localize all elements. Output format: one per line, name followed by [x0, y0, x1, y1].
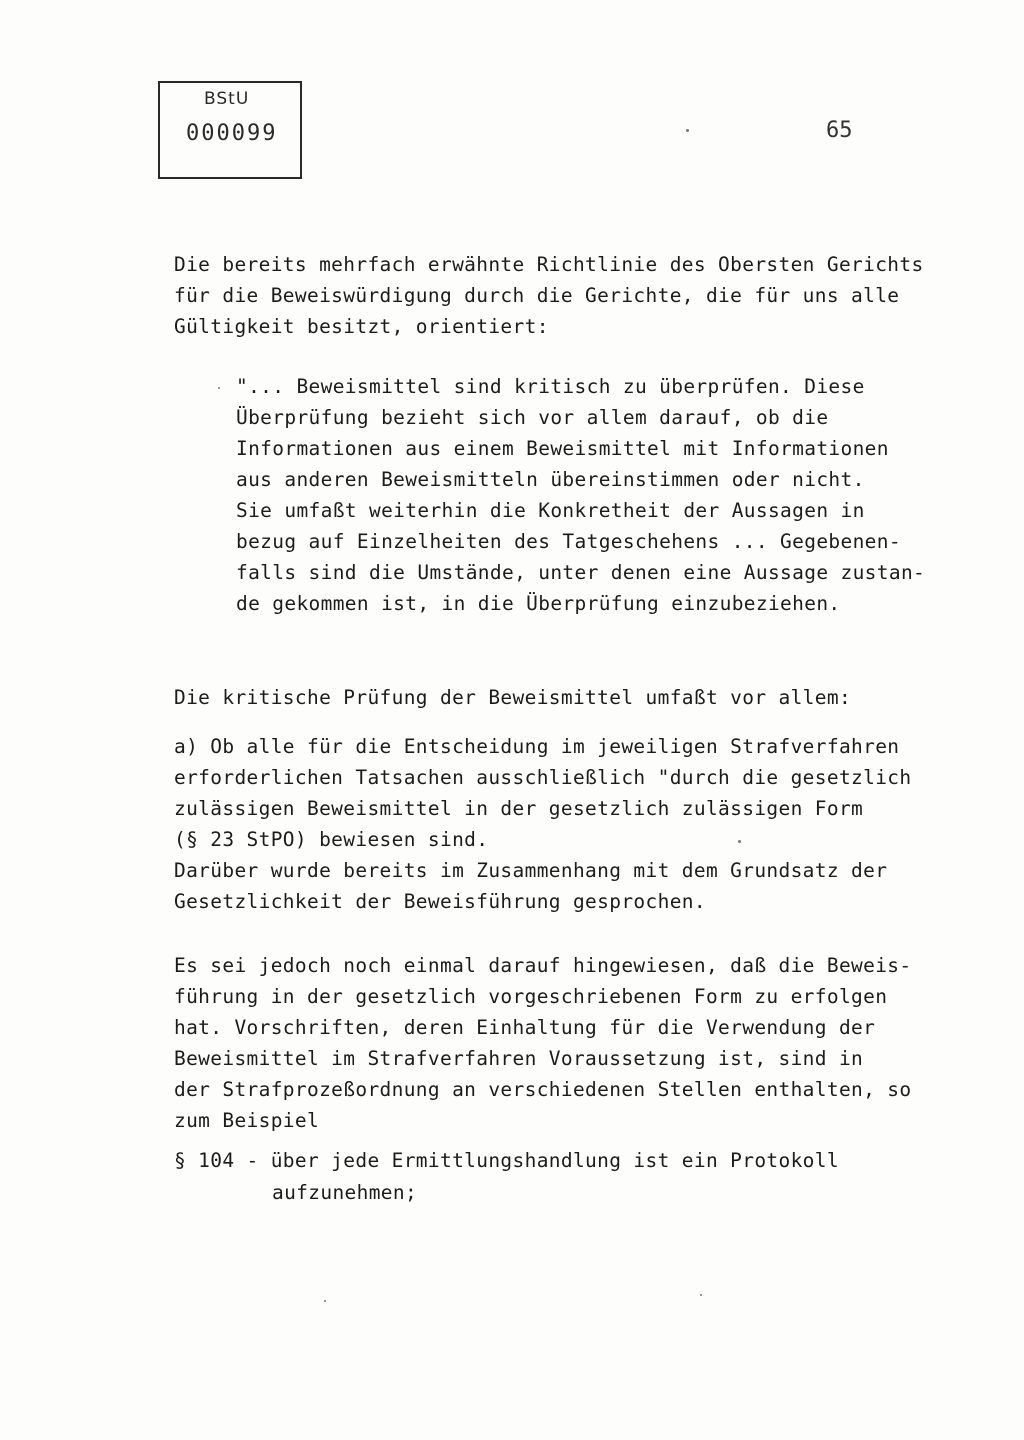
paragraph1-line: für die Beweiswürdigung durch die Gerichte, die für uns alle	[174, 284, 900, 307]
quote-line: Informationen aus einem Beweismittel mit Informationen	[236, 437, 889, 460]
item-a-line: Darüber wurde bereits im Zusammenhang mit dem Grundsatz der	[174, 859, 888, 882]
paragraph2-line: Die kritische Prüfung der Beweismittel umfaßt vor allem:	[174, 686, 852, 709]
paragraph3-line: Beweismittel im Strafverfahren Voraussetzung ist, sind in	[174, 1047, 864, 1070]
quote-line: de gekommen ist, in die Überprüfung einzubeziehen.	[236, 592, 841, 615]
page-number: 65	[826, 118, 853, 143]
paragraph1-line: Gültigkeit besitzt, orientiert:	[174, 315, 549, 338]
item-a-line: zulässigen Beweismittel in der gesetzlich zulässigen Form	[174, 797, 864, 820]
paragraph3-line: hat. Vorschriften, deren Einhaltung für die Verwendung der	[174, 1016, 876, 1039]
stamp-number: 000099	[186, 121, 278, 146]
item-a-line: erforderlichen Tatsachen ausschließlich "durch die gesetzlich	[174, 766, 912, 789]
paragraph3-line: zum Beispiel	[174, 1109, 320, 1132]
section-104-line: § 104 - über jede Ermittlungshandlung ist ein Protokoll	[174, 1149, 839, 1172]
paragraph1-line: Die bereits mehrfach erwähnte Richtlinie des Obersten Gerichts	[174, 253, 924, 276]
scan-speck	[686, 129, 689, 132]
quote-line: "... Beweismittel sind kritisch zu überprüfen. Diese	[236, 375, 865, 398]
item-a-line: Gesetzlichkeit der Beweisführung gesprochen.	[174, 890, 706, 913]
item-a-line: (§ 23 StPO) bewiesen sind.	[174, 828, 489, 851]
stamp-label: BStU	[204, 89, 250, 109]
quote-line: Überprüfung bezieht sich vor allem darauf, ob die	[236, 406, 829, 429]
quote-line: Sie umfaßt weiterhin die Konkretheit der Aussagen in	[236, 499, 865, 522]
scan-speck	[738, 840, 741, 843]
scan-speck	[700, 1294, 702, 1296]
section-104-line: aufzunehmen;	[272, 1181, 418, 1204]
paragraph3-line: der Strafprozeßordnung an verschiedenen Stellen enthalten, so	[174, 1078, 912, 1101]
scan-speck	[218, 387, 220, 389]
scan-speck	[324, 1300, 326, 1302]
paragraph3-line: Es sei jedoch noch einmal darauf hingewiesen, daß die Beweis-	[174, 954, 912, 977]
quote-line: falls sind die Umstände, unter denen eine Aussage zustan-	[236, 561, 926, 584]
quote-line: bezug auf Einzelheiten des Tatgeschehens ... Gegebenen-	[236, 530, 901, 553]
archive-stamp	[158, 81, 302, 179]
paragraph3-line: führung in der gesetzlich vorgeschriebenen Form zu erfolgen	[174, 985, 888, 1008]
quote-line: aus anderen Beweismitteln übereinstimmen oder nicht.	[236, 468, 865, 491]
item-a-line: a) Ob alle für die Entscheidung im jeweiligen Strafverfahren	[174, 735, 900, 758]
